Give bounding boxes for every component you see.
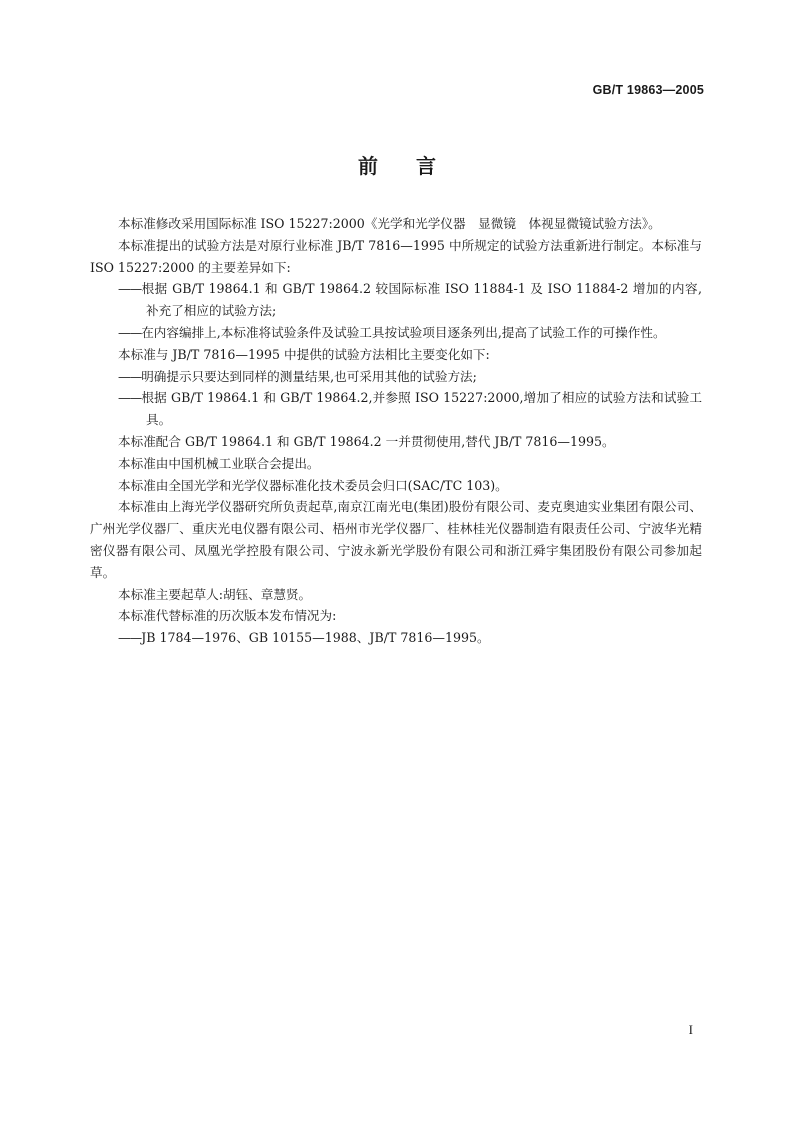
paragraph-adoption: 本标准修改采用国际标准 ISO 15227:2000《光学和光学仪器 显微镜 体视显微镜试验方法》。 bbox=[118, 216, 661, 231]
paragraph-changes-intro: 本标准与 JB/T 7816—1995 中提供的试验方法相比主要变化如下: bbox=[118, 346, 490, 362]
dash-marker: —— bbox=[118, 390, 142, 406]
list-item-difference bbox=[90, 278, 702, 322]
list-item-text: 根据 GB/T 19864.1 和 GB/T 19864.2,并参照 ISO 15227:2000,增加了相应的试验方法和试验工具。 bbox=[141, 390, 702, 428]
standard-number: GB/T 19863—2005 bbox=[592, 83, 704, 97]
dash-marker: —— bbox=[118, 368, 142, 384]
paragraph-drafting-units: 本标准由上海光学仪器研究所负责起草,南京江南光电(集团)股份有限公司、麦克奥迪实业集团有限公司、广州光学仪器厂、重庆光电仪器有限公司、梧州市光学仪器厂、桂林桂光仪器制造有限责任公司、宁波华光精密仪器有限公司、凤凰光学控股有限公司、宁波永新光学股份有限公司和浙江舜宇集团股份有限公司参加起草。 bbox=[90, 499, 702, 580]
paragraph-replacement: 本标准配合 GB/T 19864.1 和 GB/T 19864.2 一并贯彻使用,替代 JB/T 7816—1995。 bbox=[118, 433, 615, 449]
page-title: 前言 bbox=[358, 154, 474, 178]
paragraph-drafters: 本标准主要起草人:胡钰、章慧贤。 bbox=[118, 586, 312, 602]
foreword-body bbox=[90, 213, 702, 649]
paragraph-history-intro: 本标准代替标准的历次版本发布情况为: bbox=[118, 608, 337, 624]
list-item-text: 明确提示只要达到同样的测量结果,也可采用其他的试验方法; bbox=[141, 368, 477, 384]
list-item-history bbox=[90, 627, 702, 649]
list-item-text: 在内容编排上,本标准将试验条件及试验工具按试验项目逐条列出,提高了试验工作的可操作性。 bbox=[141, 324, 666, 340]
list-item-text: JB 1784—1976、GB 10155—1988、JB/T 7816—1995。 bbox=[141, 630, 490, 646]
list-item-change bbox=[90, 366, 702, 388]
paragraph-committee: 本标准由全国光学和光学仪器标准化技术委员会归口(SAC/TC 103)。 bbox=[118, 477, 508, 493]
list-item-change bbox=[90, 387, 702, 431]
paragraph-proposer: 本标准由中国机械工业联合会提出。 bbox=[118, 455, 320, 471]
paragraph-method-origin: 本标准提出的试验方法是对原行业标准 JB/T 7816—1995 中所规定的试验方法重新进行制定。本标准与 ISO 15227:2000 的主要差异如下: bbox=[90, 237, 702, 275]
dash-marker: —— bbox=[118, 324, 142, 340]
dash-marker: —— bbox=[118, 281, 142, 297]
list-item-text: 根据 GB/T 19864.1 和 GB/T 19864.2 较国际标准 ISO 11884-1 及 ISO 11884-2 增加的内容,补充了相应的试验方法; bbox=[141, 281, 702, 319]
list-item-difference bbox=[90, 322, 702, 344]
dash-marker: —— bbox=[118, 630, 142, 646]
page-number: I bbox=[688, 1022, 693, 1037]
